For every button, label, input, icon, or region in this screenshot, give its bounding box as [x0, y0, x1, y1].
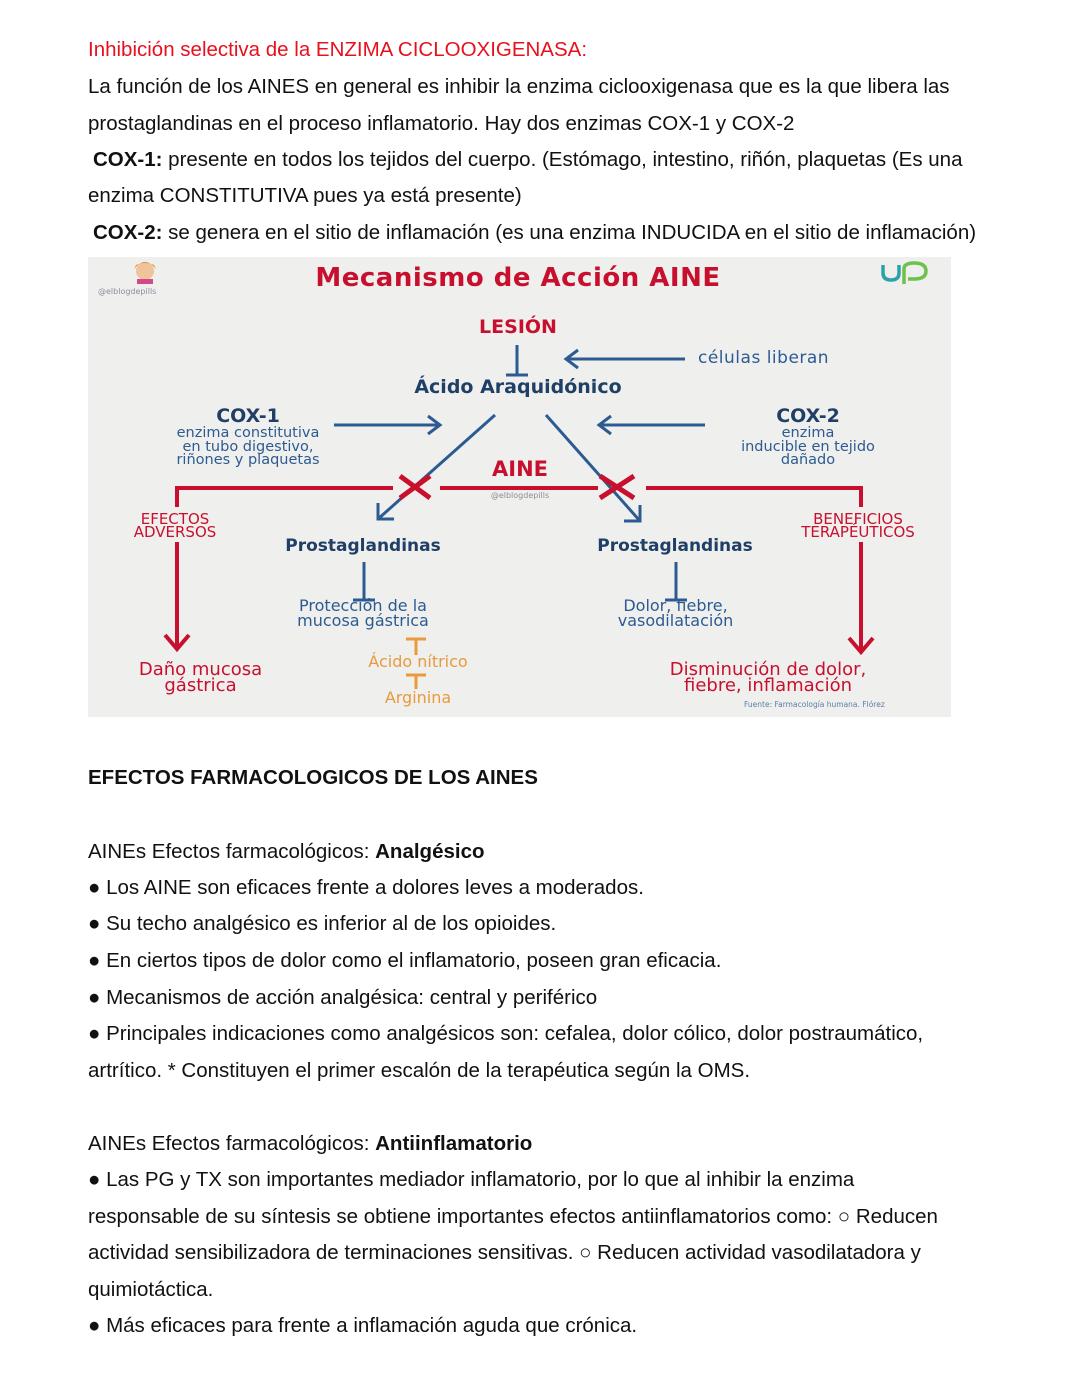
therapeutic-benefits-label: BENEFICIOS TERAPÉUTICOS — [801, 510, 915, 541]
bullet-item: ● Mecanismos de acción analgésica: central y periférico — [88, 986, 598, 1009]
arginine-label: Arginina — [384, 688, 452, 707]
arachidonic-acid-label: Ácido Araquidónico — [414, 376, 622, 398]
lesion-label: LESIÓN — [479, 316, 557, 338]
bullet-item: ● Su techo analgésico es inferior al de los opioides. — [88, 912, 557, 935]
nitric-acid-label: Ácido nítrico — [368, 652, 468, 671]
mechanism-diagram-image — [88, 257, 951, 717]
cox1-label: COX-1: — [93, 148, 163, 171]
blog-handle: @elblogdepills — [98, 287, 157, 296]
bullet-item: ● Más eficaces para frente a inflamación aguda que crónica. — [88, 1314, 638, 1337]
adverse-effects-label: EFECTOS ADVERSOS — [133, 510, 217, 541]
cox1-definition: COX-1: presente en todos los tejidos del cuerpo. (Estómago, intestino, riñón, plaquetas (Es una — [93, 148, 963, 171]
pain-fever-label: Dolor, fiebre, vasodilatación — [617, 596, 734, 630]
bullet-item: ● En ciertos tipos de dolor como el inflamatorio, poseen gran eficacia. — [88, 949, 722, 972]
cox2-title: COX-2 — [776, 405, 840, 427]
cox2-description: enzima inducible en tejido dañado — [741, 425, 875, 468]
diagram-title: Mecanismo de Acción AINE — [315, 263, 721, 293]
symptom-decrease-label: Disminución de dolor, fiebre, inflamación — [669, 659, 867, 696]
gastric-damage-label: Daño mucosa gástrica — [138, 659, 263, 696]
avatar-icon — [134, 262, 156, 284]
cox1-title: COX-1 — [216, 405, 280, 427]
prostaglandins-left: Prostaglandinas — [285, 536, 441, 556]
bullet-item: ● Los AINE son eficaces frente a dolores leves a moderados. — [88, 876, 644, 899]
gastric-protection-label: Protección de la mucosa gástrica — [297, 596, 429, 630]
bullet-item: ● Las PG y TX son importantes mediador inflamatorio, por lo que al inhibir la enzima — [88, 1168, 855, 1191]
cox2-label: COX-2: — [93, 221, 163, 244]
bullet-item-continuation: artrítico. * Constituyen el primer escalón de la terapéutica según la OMS. — [88, 1059, 751, 1082]
paragraph-line: La función de los AINES en general es inhibir la enzima ciclooxigenasa que es la que libera las — [88, 75, 950, 98]
aine-label: AINE — [492, 457, 548, 481]
analgesic-subheading: AINEs Efectos farmacológicos: Analgésico — [88, 840, 485, 863]
up-logo-icon — [883, 263, 926, 284]
antiinflammatory-subheading: AINEs Efectos farmacológicos: Antiinflamatorio — [88, 1132, 533, 1155]
bullet-item-continuation: quimiotáctica. — [88, 1278, 214, 1301]
section-heading-cox-inhibition: Inhibición selectiva de la ENZIMA CICLOOXIGENASA: — [88, 38, 588, 61]
bullet-item-continuation: responsable de su síntesis se obtiene importantes efectos antiinflamatorios como: ○ Reducen — [88, 1205, 938, 1228]
cox1-description: enzima constitutiva en tubo digestivo, riñones y plaquetas — [176, 425, 320, 468]
cells-release-label: células liberan — [698, 348, 830, 368]
bullet-item-continuation: actividad sensibilizadora de terminaciones sensitivas. ○ Reducen actividad vasodilatadora y — [88, 1241, 921, 1264]
aine-blog-handle: @elblogdepills — [490, 491, 550, 500]
prostaglandins-right: Prostaglandinas — [597, 536, 753, 556]
cox2-definition: COX-2: se genera en el sitio de inflamación (es una enzima INDUCIDA en el sitio de inflamación) — [93, 221, 977, 244]
paragraph-line: enzima CONSTITUTIVA pues ya está presente) — [88, 184, 522, 207]
bullet-item: ● Principales indicaciones como analgésicos son: cefalea, dolor cólico, dolor postraumático, — [88, 1022, 924, 1045]
section-heading-effects: EFECTOS FARMACOLOGICOS DE LOS AINES — [88, 766, 538, 789]
source-credit: Fuente: Farmacología humana. Flórez — [744, 700, 885, 709]
paragraph-line: prostaglandinas en el proceso inflamatorio. Hay dos enzimas COX-1 y COX-2 — [88, 112, 795, 135]
